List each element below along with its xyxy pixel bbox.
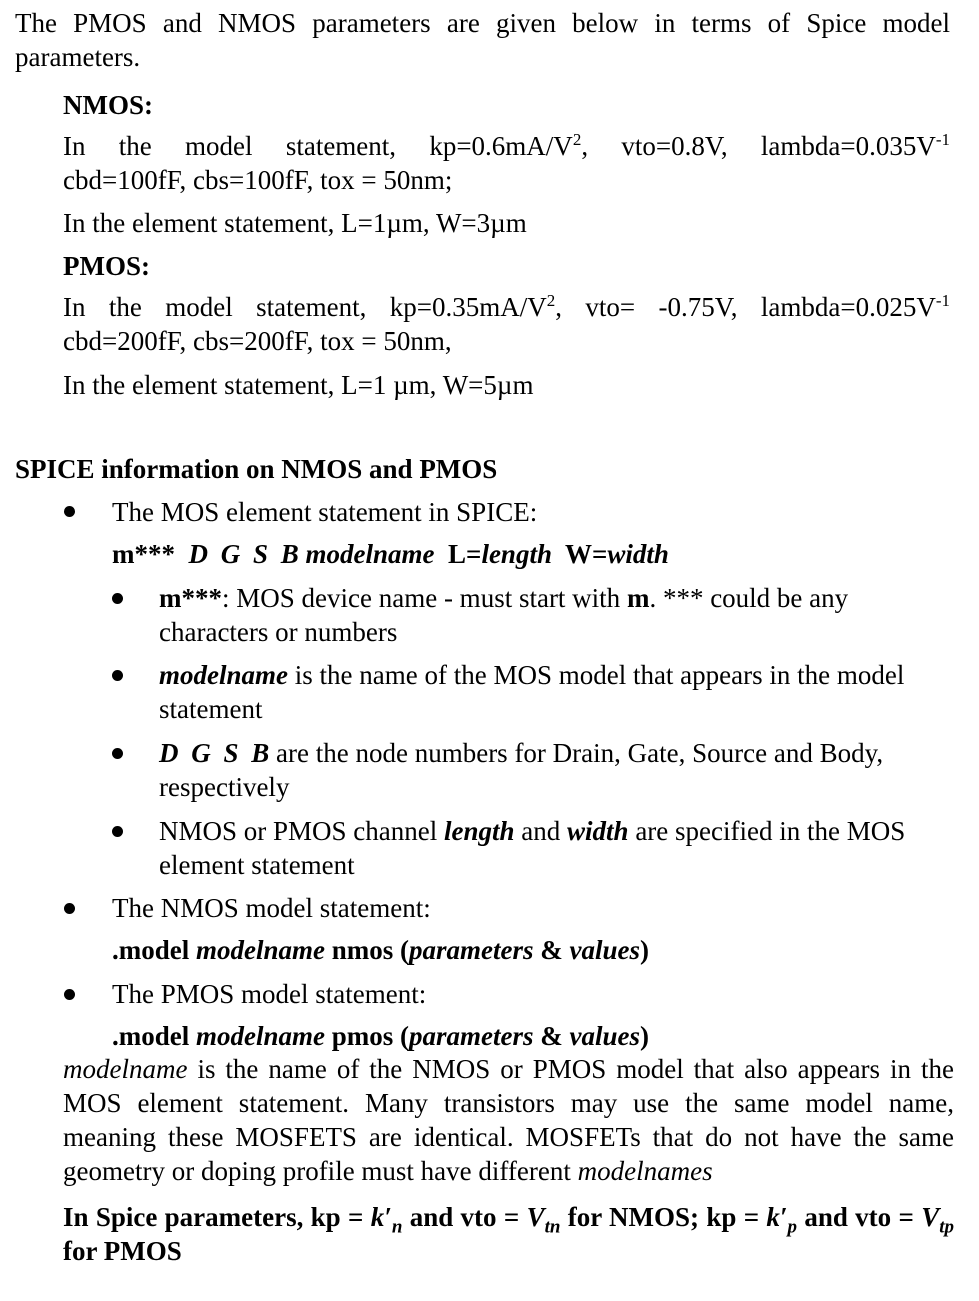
bullet-dot	[64, 903, 75, 914]
sub-bullet-modelname: modelname is the name of the MOS model that appears in the model statement	[159, 660, 905, 724]
pmos-model-line: In the model statement, $kp=0.35mA/V^2$, vto= -0.75V, $lambda=0.025V^{-1}$	[63, 291, 950, 322]
sub-bullet-dot	[112, 670, 123, 681]
sub-bullet-nodes: D G S B are the node numbers for Drain, Gate, Source and Body, respectively	[159, 738, 884, 802]
pmos-heading: PMOS:	[63, 251, 150, 281]
bullet-dot	[64, 989, 75, 1000]
nmos-heading: NMOS:	[63, 90, 153, 120]
sub-bullet-dot	[112, 593, 123, 604]
pmos-element-line: In the element statement, L=1 µm, W=5µm	[63, 370, 534, 400]
sub-bullet-dot	[112, 748, 123, 759]
sub-bullet-dot	[112, 826, 123, 837]
bullet-element-statement: The MOS element statement in SPICE:	[112, 497, 538, 527]
nmos-model-line: In the model statement, $kp=0.6mA/V^2$, vto=0.8V, $lambda=0.035V^{-1}$	[63, 130, 951, 161]
nmos-model-line2: cbd=100fF, cbs=100fF, tox = 50nm;	[63, 165, 453, 195]
bullet-nmos-model: The NMOS model statement:	[112, 893, 431, 923]
nmos-element-line: In the element statement, L=1µm, W=3µm	[63, 208, 527, 238]
sub-bullet-length-width: NMOS or PMOS channel length and width are specified in the MOS element statement	[159, 816, 906, 880]
pmos-model-syntax: .model modelname pmos (parameters & values)	[112, 1021, 650, 1051]
spice-parameter-mapping: In Spice parameters, kp = $k'_n$ and vto = $V_{tn}$ for NMOS; kp = $k'_p$ and vto = $V_{tp}$ for PMOS	[63, 1202, 954, 1266]
element-syntax: m*** D G S B modelname L=length W=width	[112, 539, 669, 569]
intro-paragraph: The PMOS and NMOS parameters are given below in terms of Spice model parameters.	[15, 8, 950, 72]
closing-paragraph: modelname is the name of the NMOS or PMOS model that also appears in the MOS element statement. Many transistors may use the same model name, meaning these MOSFETS are identical. MOSFETs that do not have the same geometry or doping profile must have different modelnames	[63, 1054, 954, 1186]
nmos-model-syntax: .model modelname nmos (parameters & values)	[112, 935, 650, 965]
spice-section-title: SPICE information on NMOS and PMOS	[15, 454, 498, 484]
pmos-model-line2: cbd=200fF, cbs=200fF, tox = 50nm,	[63, 326, 452, 356]
bullet-pmos-model: The PMOS model statement:	[112, 979, 427, 1009]
sub-bullet-device-name: m***: MOS device name - must start with m. *** could be any characters or numbers	[159, 583, 849, 647]
bullet-dot	[64, 506, 75, 517]
